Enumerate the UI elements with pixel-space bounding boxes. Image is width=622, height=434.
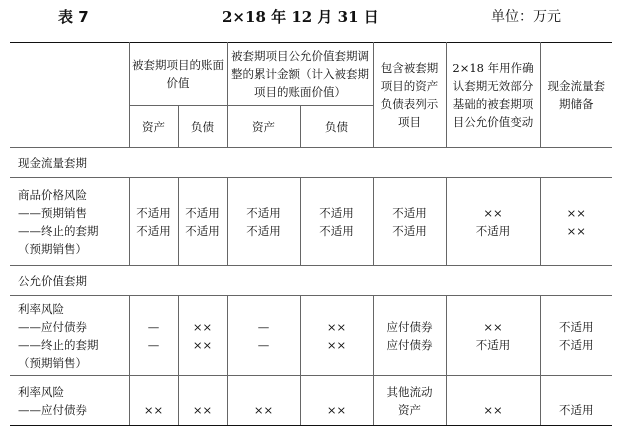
cell: 应付债券 应付债券 bbox=[373, 296, 446, 376]
cell: ×× bbox=[446, 376, 540, 426]
cell: ×× bbox=[300, 376, 373, 426]
cell: 不适用 bbox=[540, 376, 612, 426]
subheader-liability: 负债 bbox=[178, 106, 227, 148]
section-row bbox=[10, 266, 612, 296]
cell: ×× 不适用 bbox=[446, 178, 540, 266]
cell: 不适用 不适用 bbox=[373, 178, 446, 266]
section-fair-value-hedge: 公允价值套期 bbox=[10, 266, 612, 296]
cell: ×× bbox=[227, 376, 300, 426]
table-label: 表 7 bbox=[58, 8, 89, 26]
cell: 不适用 不适用 bbox=[129, 178, 178, 266]
cell: — — bbox=[227, 296, 300, 376]
report-date: 2×18 年 12 月 31 日 bbox=[222, 8, 379, 26]
subheader-liability: 负债 bbox=[300, 106, 373, 148]
row-label: 利率风险 ——应付债券 ——终止的套期 （预期销售） bbox=[10, 296, 129, 376]
row-label: 利率风险 ——应付债券 bbox=[10, 376, 129, 426]
unit-label: 单位：万元 bbox=[491, 9, 561, 25]
cell: 不适用 不适用 bbox=[540, 296, 612, 376]
cell: 其他流动 资产 bbox=[373, 376, 446, 426]
cell: 不适用 不适用 bbox=[300, 178, 373, 266]
table-row bbox=[10, 296, 612, 376]
section-row bbox=[10, 148, 612, 178]
cell: ×× bbox=[129, 376, 178, 426]
header-cash-flow-reserve: 现金流量套期储备 bbox=[540, 43, 612, 148]
table-row bbox=[10, 178, 612, 266]
header-line-item: 包含被套期项目的资产负债表列示项目 bbox=[373, 43, 446, 148]
cell: ×× ×× bbox=[300, 296, 373, 376]
hedge-disclosure-table bbox=[10, 42, 612, 426]
header-accumulated-adjustment: 被套期项目公允价值套期调整的累计金额（计入被套期项目的账面价值） bbox=[227, 43, 373, 106]
cell: 不适用 不适用 bbox=[227, 178, 300, 266]
section-cash-flow-hedge: 现金流量套期 bbox=[10, 148, 612, 178]
table-row bbox=[10, 376, 612, 426]
cell: ×× 不适用 bbox=[446, 296, 540, 376]
row-label: 商品价格风险 ——预期销售 ——终止的套期 （预期销售） bbox=[10, 178, 129, 266]
cell: — — bbox=[129, 296, 178, 376]
cell: ×× ×× bbox=[540, 178, 612, 266]
header-carrying-amount: 被套期项目的账面价值 bbox=[129, 43, 227, 106]
header-blank bbox=[10, 43, 129, 148]
cell: 不适用 不适用 bbox=[178, 178, 227, 266]
subheader-asset: 资产 bbox=[227, 106, 300, 148]
header-row bbox=[10, 43, 612, 106]
cell: ×× bbox=[178, 376, 227, 426]
subheader-asset: 资产 bbox=[129, 106, 178, 148]
cell: ×× ×× bbox=[178, 296, 227, 376]
header-fair-value-change: 2×18 年用作确认套期无效部分基础的被套期项目公允价值变动 bbox=[446, 43, 540, 148]
